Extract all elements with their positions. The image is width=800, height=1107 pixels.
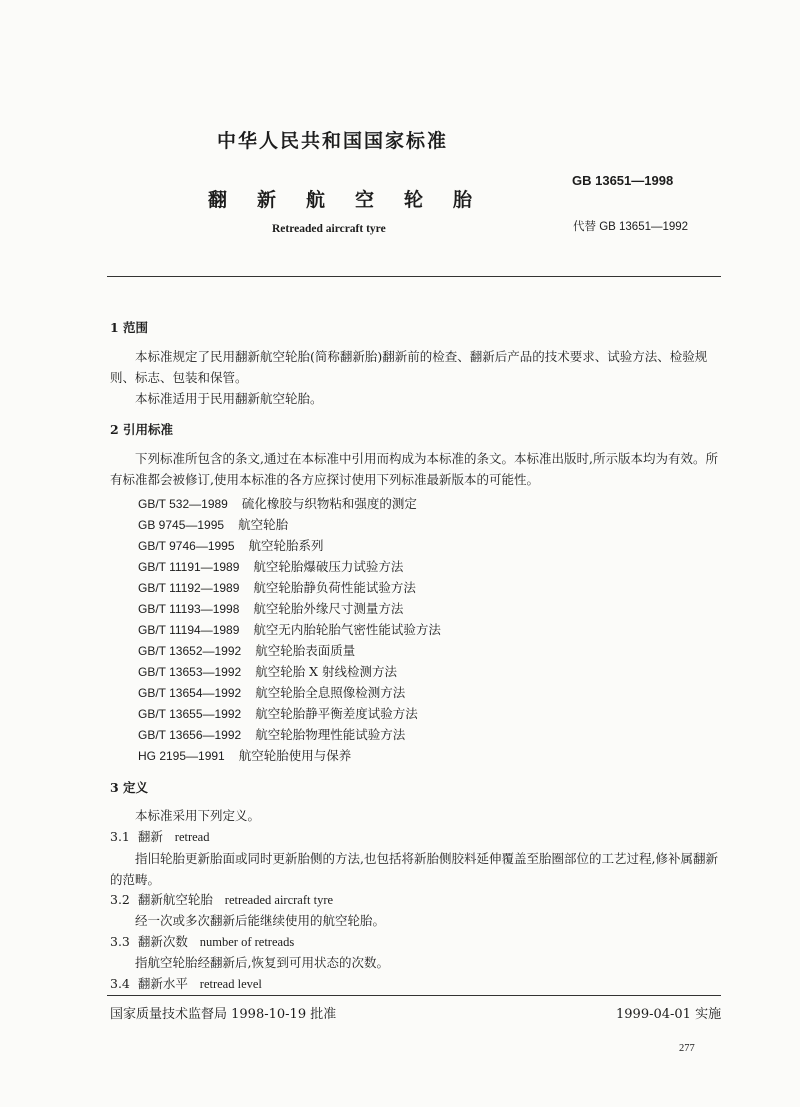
reference-item: GB 9745—1995 航空轮胎	[138, 517, 289, 532]
reference-item: GB/T 11192—1989 航空轮胎静负荷性能试验方法	[138, 580, 416, 595]
footer-divider	[107, 995, 721, 996]
section-1-scope-paragraph: 本标准适用于民用翻新航空轮胎。	[135, 391, 323, 406]
section-1-heading: 1 范围	[110, 320, 149, 335]
definition-3-2-heading: 3.2 翻新航空轮胎 retreaded aircraft tyre	[110, 892, 334, 907]
standard-title-en: Retreaded aircraft tyre	[272, 223, 386, 235]
reference-item: GB/T 13656—1992 航空轮胎物理性能试验方法	[138, 727, 406, 742]
national-standard-title: 中华人民共和国国家标准	[217, 130, 449, 152]
section-1-paragraph: 本标准规定了民用翻新航空轮胎(简称翻新胎)翻新前的检查、翻新后产品的技术要求、试验方法、检验规则、标志、包装和保管。	[110, 349, 708, 385]
reference-item: GB/T 9746—1995 航空轮胎系列	[138, 538, 324, 553]
section-2-paragraph: 下列标准所包含的条文,通过在本标准中引用而构成为本标准的条文。本标准出版时,所示版本均为有效。所有标准都会被修订,使用本标准的各方应探讨使用下列标准最新版本的可能性。	[110, 451, 718, 487]
reference-item: GB/T 13653—1992 航空轮胎 X 射线检测方法	[138, 664, 398, 679]
definition-3-3-heading: 3.3 翻新次数 number of retreads	[110, 934, 295, 949]
page-number: 277	[679, 1043, 695, 1054]
replaces-standard: 代替 GB 13651—1992	[573, 221, 689, 233]
definition-3-2-text: 经一次或多次翻新后能继续使用的航空轮胎。	[135, 913, 386, 928]
reference-item: GB/T 11194—1989 航空无内胎轮胎气密性能试验方法	[138, 622, 441, 637]
definition-3-4-heading: 3.4 翻新水平 retread level	[110, 976, 262, 991]
section-3-heading: 3 定义	[110, 780, 149, 795]
issue-date: 国家质量技术监督局 1998-10-19 批准	[110, 1007, 337, 1022]
section-2-heading: 2 引用标准	[110, 422, 174, 437]
reference-item: HG 2195—1991 航空轮胎使用与保养	[138, 748, 352, 763]
reference-item: GB/T 532—1989 硫化橡胶与织物粘和强度的测定	[138, 496, 417, 511]
definition-3-3-text: 指航空轮胎经翻新后,恢复到可用状态的次数。	[135, 955, 389, 970]
implementation-date: 1999-04-01 实施	[616, 1007, 722, 1022]
reference-item: GB/T 13652—1992 航空轮胎表面质量	[138, 643, 356, 658]
section-3-intro: 本标准采用下列定义。	[135, 808, 261, 823]
definition-3-1-text: 指旧轮胎更新胎面或同时更新胎侧的方法,也包括将新胎侧胶料延伸覆盖至胎圈部位的工艺过程,修补属翻新的范畴。	[110, 851, 718, 887]
header-divider	[107, 276, 721, 277]
reference-item: GB/T 11193—1998 航空轮胎外缘尺寸测量方法	[138, 601, 404, 616]
reference-item: GB/T 13655—1992 航空轮胎静平衡差度试验方法	[138, 706, 418, 721]
definition-3-1-heading: 3.1 翻新 retread	[110, 829, 210, 844]
standard-title-cn: 翻新航空轮胎	[208, 189, 503, 211]
standard-code: GB 13651—1998	[572, 173, 674, 188]
reference-item: GB/T 11191—1989 航空轮胎爆破压力试验方法	[138, 559, 404, 574]
reference-item: GB/T 13654—1992 航空轮胎全息照像检测方法	[138, 685, 406, 700]
